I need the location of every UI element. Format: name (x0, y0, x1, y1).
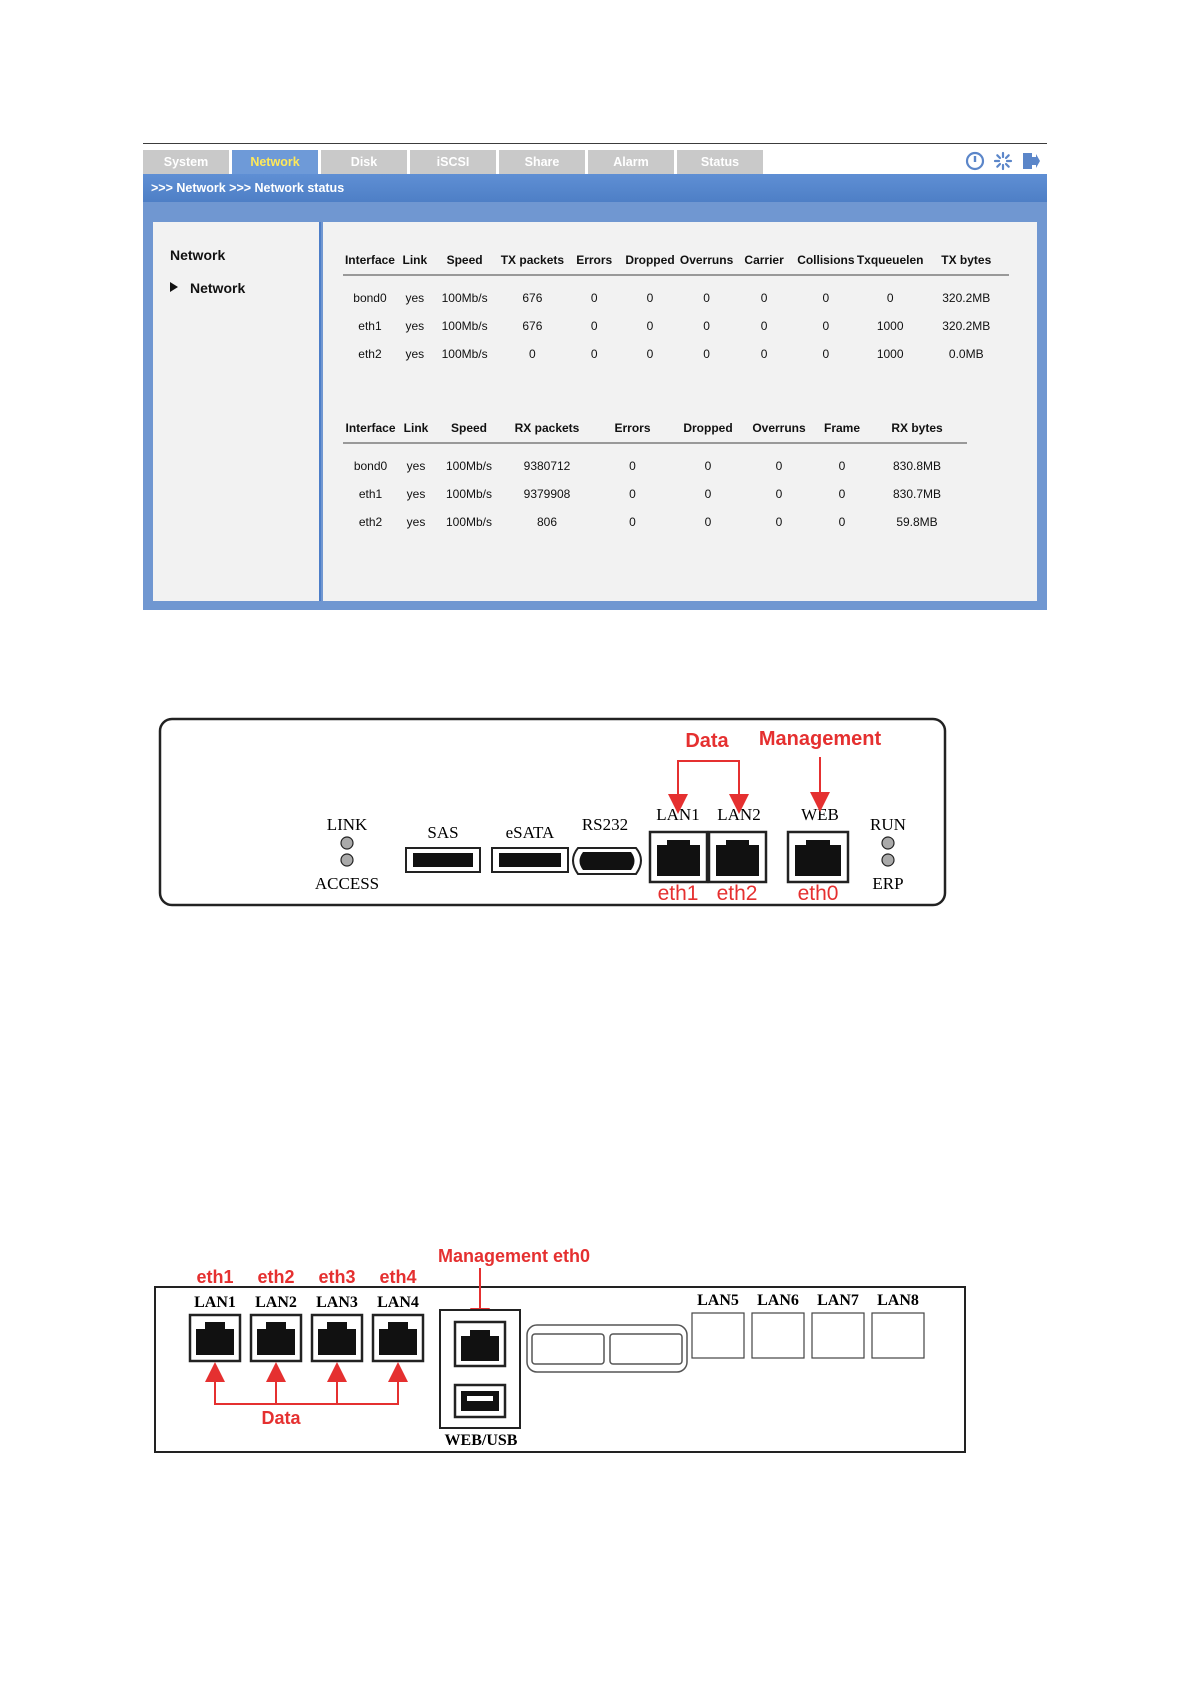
table-cell: eth2 (358, 347, 382, 361)
table-cell: 100Mb/s (441, 291, 488, 305)
lan1-label: LAN1 (656, 805, 700, 824)
table-cell: 0 (838, 459, 846, 473)
run-led-icon (882, 837, 894, 849)
lan2-label-2: LAN2 (255, 1294, 297, 1311)
table-cell: 0 (646, 291, 654, 305)
sidebar-item-label: Network (190, 280, 246, 296)
tab-alarm[interactable]: Alarm (588, 150, 674, 174)
rx-column-header: Link (398, 413, 434, 443)
lan5-label: LAN5 (697, 1292, 739, 1309)
eth1-annotation-2: eth1 (196, 1267, 234, 1287)
tx-column-header: Collisions (795, 245, 857, 275)
table-cell: 100Mb/s (445, 515, 493, 529)
run-led-label: RUN (870, 815, 906, 834)
table-cell: 0 (775, 459, 783, 473)
table-cell: 59.8MB (896, 515, 938, 529)
table-cell: 0 (629, 515, 636, 529)
eth0-annotation: eth0 (797, 882, 839, 905)
table-cell: 100Mb/s (441, 319, 488, 333)
rx-column-header: Overruns (741, 413, 817, 443)
lan5-port-icon (692, 1313, 744, 1358)
table-cell: 830.8MB (892, 459, 942, 473)
erp-led-label: ERP (872, 874, 904, 893)
lan8-port-icon (872, 1313, 924, 1358)
table-cell: 0 (822, 319, 830, 333)
tx-column-header: Carrier (733, 245, 795, 275)
link-led-label: LINK (326, 815, 368, 834)
table-cell: 0 (760, 347, 768, 361)
lan4-label-2: LAN4 (377, 1294, 419, 1311)
table-cell: 0 (704, 459, 712, 473)
sidebar-title: Network (170, 247, 226, 263)
table-cell: eth2 (358, 515, 383, 529)
table-cell: 0 (590, 291, 598, 305)
table-cell: 1000 (876, 347, 904, 361)
eth2-annotation-2: eth2 (257, 1267, 295, 1287)
table-cell: yes (406, 515, 426, 529)
data-annotation-2: Data (261, 1408, 301, 1428)
table-cell: 0 (646, 319, 654, 333)
table-cell: 0 (838, 487, 846, 501)
table-cell: 0 (704, 487, 712, 501)
table-cell: yes (405, 319, 425, 333)
table-cell: 676 (522, 319, 543, 333)
table-cell: 320.2MB (942, 319, 991, 333)
web-usb-label: WEB/USB (444, 1432, 518, 1449)
table-cell: 0 (590, 319, 598, 333)
table-cell: 100Mb/s (441, 347, 488, 361)
lan7-port-icon (812, 1313, 864, 1358)
rx-column-header: Frame (817, 413, 867, 443)
management-eth0-annotation: Management eth0 (437, 1246, 591, 1266)
table-cell: 320.2MB (942, 291, 991, 305)
table-cell: eth1 (358, 319, 382, 333)
table-cell: 0 (760, 291, 768, 305)
table-cell: yes (405, 347, 425, 361)
rx-column-header: Dropped (675, 413, 741, 443)
esata-port-inner (499, 853, 561, 867)
lan2-port-inner (716, 840, 759, 876)
table-cell: eth1 (358, 487, 383, 501)
table-cell: 0 (629, 459, 636, 473)
table-cell: bond0 (353, 291, 387, 305)
lan1-label-2: LAN1 (194, 1294, 236, 1311)
expansion-slot-left (532, 1334, 604, 1364)
table-cell: 0 (822, 291, 830, 305)
table-cell: 0 (704, 515, 712, 529)
erp-led-icon (882, 854, 894, 866)
table-cell: 0 (703, 291, 710, 305)
rx-column-header: RX bytes (867, 413, 967, 443)
table-cell: 1000 (876, 319, 904, 333)
table-cell: 0 (590, 347, 598, 361)
rx-column-header: Errors (590, 413, 675, 443)
table-cell: 0 (703, 347, 710, 361)
lan7-label: LAN7 (817, 1292, 859, 1309)
table-cell: 9380712 (523, 459, 571, 473)
table-cell: 0 (646, 347, 654, 361)
lan1-port-inner (657, 840, 700, 876)
rx-column-header: Speed (434, 413, 504, 443)
tab-iscsi[interactable]: iSCSI (410, 150, 496, 174)
table-cell: 0 (703, 319, 710, 333)
data-annotation: Data (685, 730, 729, 752)
table-cell: 0 (760, 319, 768, 333)
web-label: WEB (801, 805, 839, 824)
rx-column-header: RX packets (504, 413, 590, 443)
table-cell: 9379908 (523, 487, 571, 501)
tx-column-header: Link (397, 245, 433, 275)
rs232-port-inner (580, 852, 635, 870)
table-cell: 100Mb/s (445, 459, 493, 473)
sas-port-inner (413, 853, 473, 867)
esata-label: eSATA (505, 823, 555, 842)
table-cell: 676 (522, 291, 543, 305)
lan2-label: LAN2 (717, 805, 761, 824)
table-cell: 0 (775, 487, 783, 501)
lan6-label: LAN6 (757, 1292, 799, 1309)
eth2-annotation: eth2 (716, 882, 758, 905)
usb-port-tongue (467, 1396, 493, 1401)
expansion-slot-right (610, 1334, 682, 1364)
web-port-inner (795, 840, 841, 876)
management-annotation: Management (758, 728, 882, 750)
table-cell: yes (406, 487, 426, 501)
tx-column-header: Interface (343, 245, 397, 275)
table-cell: 0.0MB (948, 347, 984, 361)
tx-column-header: Txqueuelen (857, 245, 924, 275)
tab-network[interactable]: Network (232, 150, 318, 174)
eth1-annotation: eth1 (657, 882, 699, 905)
table-cell: bond0 (353, 459, 388, 473)
tab-system[interactable]: System (143, 150, 229, 174)
eth3-annotation-2: eth3 (318, 1267, 356, 1287)
lan3-label-2: LAN3 (316, 1294, 358, 1311)
table-cell: 0 (775, 515, 783, 529)
tab-disk[interactable]: Disk (321, 150, 407, 174)
table-cell: 0 (822, 347, 830, 361)
table-cell: 0 (838, 515, 846, 529)
lan6-port-icon (752, 1313, 804, 1358)
breadcrumb: >>> Network >>> Network status (143, 174, 1047, 202)
table-cell: 830.7MB (892, 487, 942, 501)
tx-column-header: TX bytes (924, 245, 1009, 275)
table-cell: 100Mb/s (445, 487, 493, 501)
table-cell: 806 (536, 515, 558, 529)
sas-label: SAS (427, 823, 459, 842)
table-cell: yes (405, 291, 425, 305)
link-led-icon (341, 837, 353, 849)
rs232-label: RS232 (581, 815, 629, 834)
eth4-annotation-2: eth4 (379, 1267, 417, 1287)
tx-column-header: Dropped (620, 245, 680, 275)
tx-column-header: Errors (568, 245, 620, 275)
table-cell: 0 (629, 487, 636, 501)
rx-column-header: Interface (343, 413, 398, 443)
access-led-label: ACCESS (314, 874, 380, 893)
tx-column-header: Speed (433, 245, 497, 275)
tx-column-header: Overruns (680, 245, 733, 275)
access-led-icon (341, 854, 353, 866)
tab-status[interactable]: Status (677, 150, 763, 174)
lan8-label: LAN8 (877, 1292, 919, 1309)
table-cell: 0 (886, 291, 894, 305)
tx-column-header: TX packets (496, 245, 568, 275)
table-cell: yes (406, 459, 426, 473)
table-cell: 0 (529, 347, 536, 361)
tab-share[interactable]: Share (499, 150, 585, 174)
